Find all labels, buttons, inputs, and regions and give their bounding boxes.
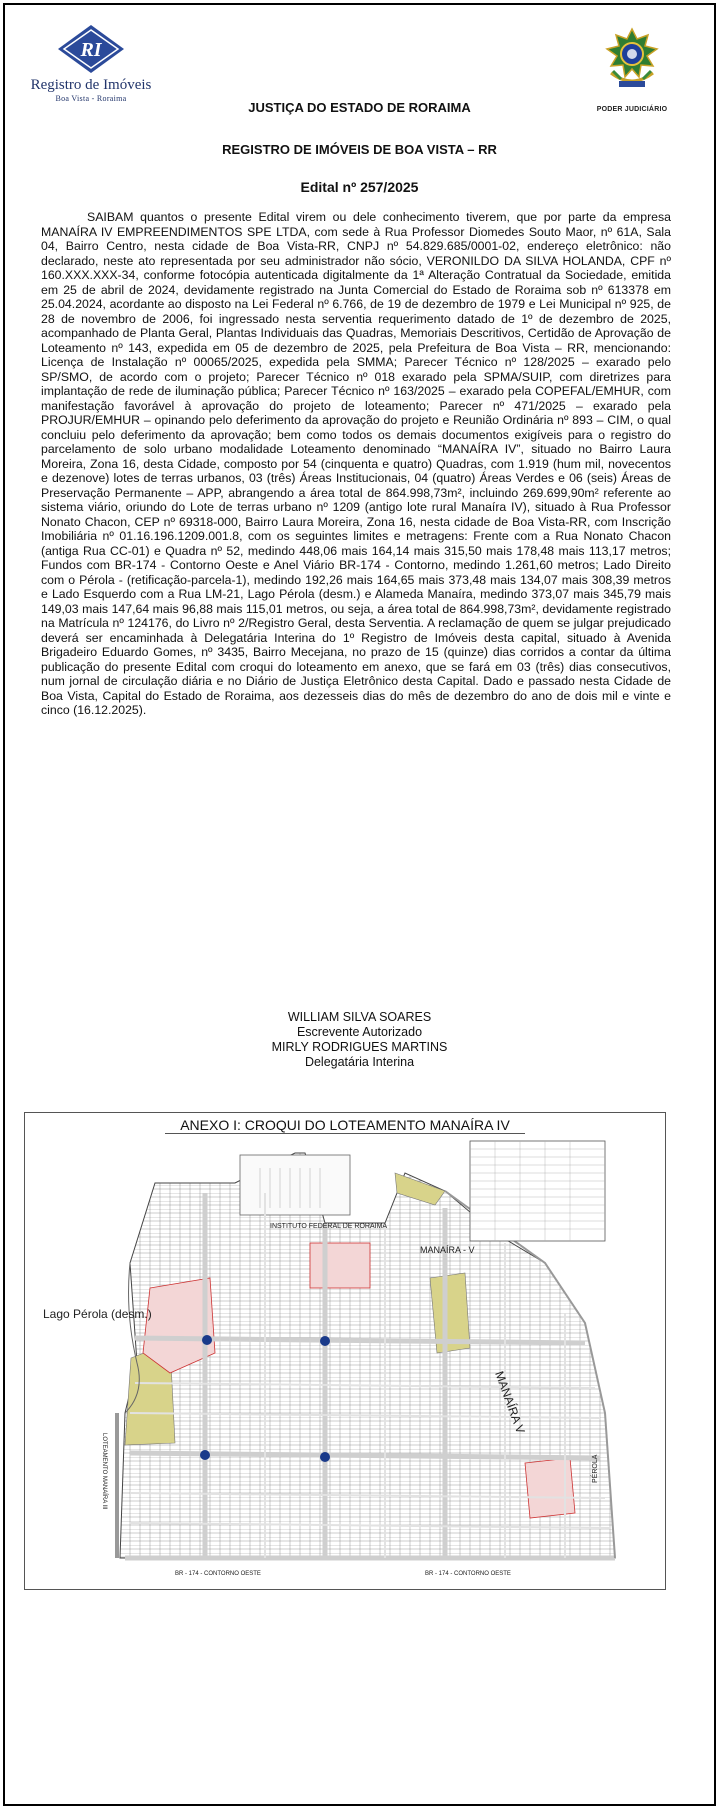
- ri-emblem-icon: [56, 23, 126, 75]
- registry-title: REGISTRO DE IMÓVEIS DE BOA VISTA – RR: [222, 142, 497, 157]
- label-left-road: LOTEAMENTO MANAÍRA III: [101, 1433, 107, 1510]
- label-lago-perola: Lago Pérola (desm.): [43, 1307, 152, 1321]
- logo-initials: RI: [80, 39, 102, 61]
- signature-role-2: Delegatária Interina: [304, 1055, 415, 1069]
- roundabout-1: [202, 1335, 212, 1345]
- pink-area-center: [310, 1243, 370, 1288]
- lot-table: [470, 1141, 605, 1241]
- label-instituto: INSTITUTO FEDERAL DE RORAIMA: [270, 1223, 388, 1230]
- brazil-coat-of-arms-icon: [601, 27, 663, 99]
- signature-role-1: Escrevente Autorizado: [296, 1025, 423, 1039]
- signature-name-1: WILLIAM SILVA SOARES: [287, 1010, 432, 1024]
- logo-subtitle: Boa Vista - Roraima: [55, 94, 127, 103]
- roundabout-3: [200, 1450, 210, 1460]
- label-manaira-v-side: MANAÍRA V: [492, 1369, 528, 1436]
- label-manaira-v-top: MANAÍRA - V: [420, 1245, 475, 1255]
- annex-title: ANEXO I: CROQUI DO LOTEAMENTO MANAÍRA IV: [165, 1117, 525, 1134]
- logo-name: Registro de Imóveis: [30, 77, 152, 93]
- label-perola: PÉROLA: [592, 1454, 599, 1483]
- label-br174-left: BR - 174 - CONTORNO OESTE: [175, 1571, 261, 1577]
- annex-croqui: [24, 1112, 666, 1590]
- pink-area-right: [525, 1458, 575, 1518]
- site-plan-map: [25, 1113, 665, 1589]
- edital-body: SAIBAM quantos o presente Edital virem ou dele conhecimento tiverem, que por parte da empresa MANAÍRA IV EMPREENDIMENTOS SPE LTDA, com sede à Rua Professor Diomedes Souto Maor, nº 61A, Sala 04, Bairro Centro, nesta cidade de Boa Vista-RR, CNPJ nº 54.829.685/0001-02, endereço eletrônico: não declarado, neste ato representada por seu administrador não sócio, VERONILDO DA SILVA HOLANDA, CPF nº 160.XXX.XXX-34, conforme fotocópia autenticada digitalmente da 1ª Alteração Contratual da Sociedade, emitida em 25 de abril de 2024, devidamente registrado na Junta Comercial do Estado de Roraima sob nº 613378 em 25.04.2024, acordante ao disposto na Lei Federal nº 6.766, de 19 de dezembro de 1979 e Lei Municipal nº 925, de 28 de novembro de 2006, foi ingressado nesta serventia requerimento datado de 1º de dezembro de 2025, acompanhado de Planta Geral, Plantas Individuais das Quadras, Memoriais Descritivos, Certidão de Aprovação de Loteamento nº 143, expedida em 05 de dezembro de 2025, pela Prefeitura de Boa Vista – RR, mencionando: Licença de Instalação nº 00065/2025, expedida pela SMMA; Parecer Técnico nº 128/2025 – exarado pelo SP/SMO, de acordo com o projeto; Parecer Técnico nº 018 exarado pela SPMA/SUIP, com diretrizes para implantação de rede de iluminação pública; Parecer Técnico nº 163/2025 – exarado pela COPEFAL/EMHUR, com manifestação favorável à aprovação do projeto de loteamento; Parecer nº 471/2025 – exarado pela PROJUR/EMHUR – opinando pelo deferimento da aprovação do projeto e Reunião Ordinária nº 893 – CIM, o qual concluiu pelo deferimento da aprovação; bem como todos os demais documentos exigíveis para o registro do parcelamento de solo urbano modalidade Loteamento denominado “MANAÍRA IV”, situado no Bairro Laura Moreira, Zona 16, desta Cidade, composto por 54 (cinquenta e quatro) Quadras, com 1.919 (hum mil, novecentos e dezenove) lotes de terras urbanos, 03 (três) Áreas Institucionais, 04 (quatro) Áreas Verdes e 06 (seis) Áreas de Preservação Permanente – APP, abrangendo a área total de 864.998,73m², incluindo 269.699,90m² referente ao sistema viário, oriundo do Lote de terras urbano nº 1209 (antigo lote rural Manaíra IV), situado à Rua Professor Nonato Chacon, CEP nº 69318-000, Bairro Laura Moreira, Zona 16, nesta cidade de Boa Vista-RR, com Inscrição Imobiliária nº 01.16.196.1209.001.8, com os seguintes limites e metragens: Frente com a Rua Nonato Chacon (antiga Rua CC-01) e Quadra nº 52, medindo 448,06 mais 164,14 mais 315,50 mais 178,48 mais 113,17 metros; Fundos com BR-174 - Contorno Oeste e Anel Viário BR-174 - Contorno, medindo 1.261,60 metros; Lado Direito com o Pérola - (retificação-parcela-1), medindo 192,26 mais 164,65 mais 373,48 mais 134,07 mais 308,39 metros e Lado Esquerdo com a Rua LM-21, Lago Pérola (desm.) e Alameda Manaíra, medindo 373,07 mais 345,79 mais 149,03 mais 147,64 mais 96,88 mais 115,01 metros, ou seja, a área total de 864.998,73m², devidamente registrado na Matrícula nº 124176, do Livro nº 2/Registro Geral, desta Serventia. A reclamação de quem se julgar prejudicado deverá ser encaminhada à Delegatária Interina do 1º Registro de Imóveis desta capital, situado à Avenida Brigadeiro Eduardo Gomes, nº 3435, Bairro Mecejana, no prazo de 15 (quinze) dias corridos a contar da última publicação do presente Edital com croqui do loteamento em anexo, que se fará em 03 (três) dias consecutivos, num jornal de circulação diária e no Diário de Justiça Eletrônico desta Capital. Dado e passado nesta Cidade de Boa Vista, Capital do Estado de Roraima, aos dezesseis dias do mês de dezembro do ano de dois mil e vinte e cinco (16.12.2025).: [41, 210, 671, 717]
- roundabout-4: [320, 1452, 330, 1462]
- signature-name-2: MIRLY RODRIGUES MARTINS: [271, 1040, 448, 1054]
- instituto-area: [240, 1155, 350, 1215]
- emblem-label: PODER JUDICIÁRIO: [596, 106, 668, 113]
- roundabout-2: [320, 1336, 330, 1346]
- court-title: JUSTIÇA DO ESTADO DE RORAIMA: [248, 100, 471, 115]
- label-br174-right: BR - 174 - CONTORNO OESTE: [425, 1571, 511, 1577]
- edital-number: Edital nº 257/2025: [300, 179, 419, 195]
